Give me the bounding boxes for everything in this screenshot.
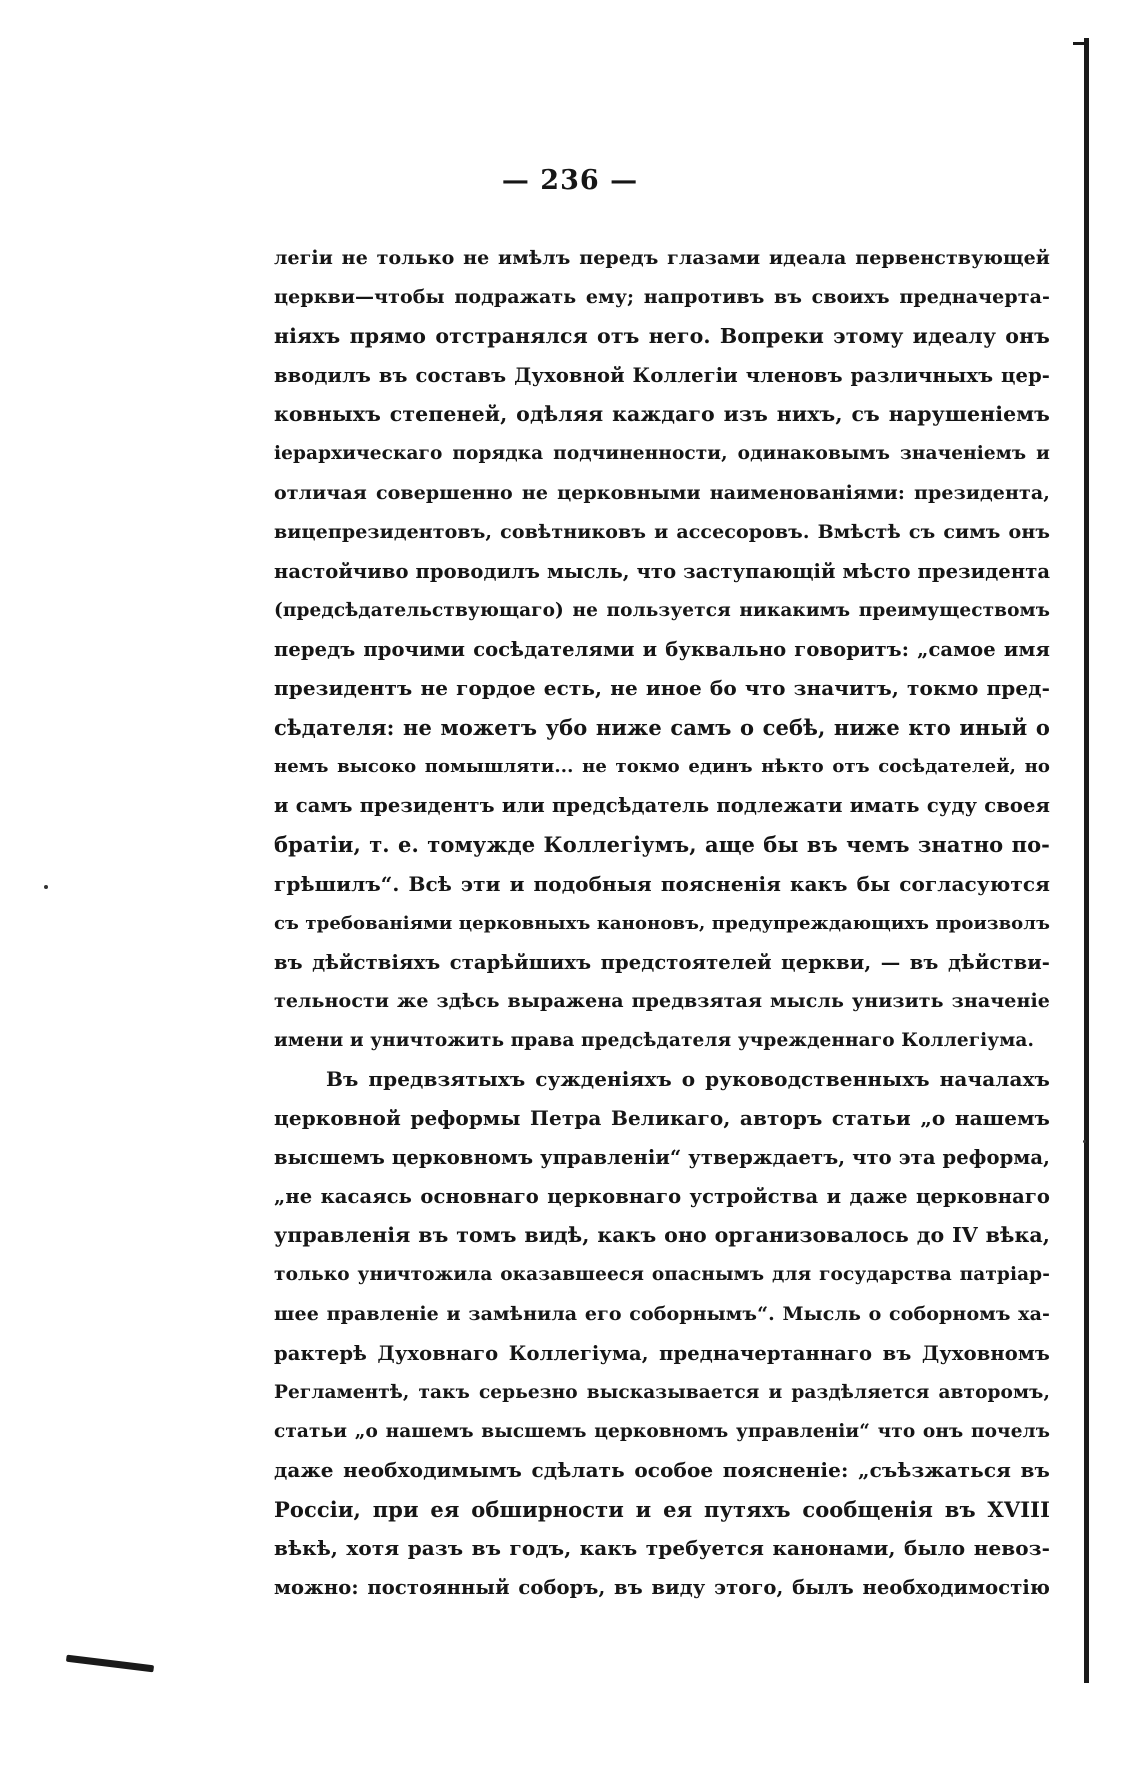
page-number: — 236 — <box>501 165 639 196</box>
text-line: управленія въ томъ видѣ, какъ оно организовалось до IV вѣка, <box>274 1223 1050 1248</box>
text-line: рактерѣ Духовнаго Коллегіума, предначертаннаго въ Духовномъ <box>274 1341 1050 1365</box>
text-line: сѣдателя: не можетъ убо ниже самъ о себѣ, ниже кто иный о <box>274 715 1050 741</box>
text-line: Регламентѣ, такъ серьезно высказывается и раздѣляется авторомъ, <box>274 1381 1050 1403</box>
text-line: (предсѣдательствующаго) не пользуется никакимъ преимуществомъ <box>274 599 1050 621</box>
text-body <box>274 239 1050 1607</box>
text-line: отличая совершенно не церковными наименованіями: президента, <box>274 481 1050 504</box>
page-edge-border <box>1084 38 1089 1683</box>
text-line: съ требованіями церковныхъ каноновъ, предупреждающихъ произволъ <box>274 912 1050 934</box>
text-line: шее правленіе и замѣнила его соборнымъ“. Мысль о соборномъ ха- <box>274 1302 1050 1325</box>
text-line: тельности же здѣсь выражена предвзятая мысль унизить значеніе <box>274 989 1050 1012</box>
text-line: братіи, т. е. томужде Коллегіумъ, аще бы въ чемъ знатно по- <box>274 832 1050 858</box>
scan-artifact-mark <box>66 1655 154 1673</box>
text-line: грѣшилъ“. Всѣ эти и подобныя поясненія какъ бы согласуются <box>274 871 1050 896</box>
paragraph-start-line: Въ предвзятыхъ сужденіяхъ о руководственныхъ началахъ <box>326 1066 1050 1091</box>
text-line: и самъ президентъ или предсѣдатель подлежати имать суду своея <box>274 794 1050 818</box>
text-line: настойчиво проводилъ мысль, что заступающій мѣсто президента <box>274 559 1051 583</box>
text-line: даже необходимымъ сдѣлать особое поясненіе: „съѣзжаться въ <box>274 1457 1050 1482</box>
text-line: церкви—чтобы подражать ему; напротивъ въ своихъ предначерта- <box>274 286 1050 309</box>
text-line: только уничтожила оказавшееся опаснымъ для государства патріар- <box>274 1264 1050 1286</box>
text-line: можно: постоянный соборъ, въ виду этого, былъ необходимостію <box>274 1576 1050 1600</box>
text-line: президентъ не гордое есть, не иное бо что значитъ, токмо пред- <box>274 676 1050 701</box>
paragraph-end-line: имени и уничтожить права предсѣдателя учрежденнаго Коллегіума. <box>274 1029 1035 1051</box>
text-line: въ дѣйствіяхъ старѣйшихъ предстоятелей церкви, — въ дѣйстви- <box>274 950 1050 974</box>
text-line: Россіи, при ея обширности и ея путяхъ сообщенія въ XVIII <box>274 1497 1050 1522</box>
text-line: ковныхъ степеней, одѣляя каждаго изъ нихъ, съ нарушеніемъ <box>274 402 1050 427</box>
text-line: легіи не только не имѣлъ передъ глазами идеала первенствующей <box>274 247 1050 269</box>
text-line: церковной реформы Петра Великаго, авторъ статьи „о нашемъ <box>274 1106 1050 1131</box>
text-line: немъ высоко помышляти... не токмо единъ нѣкто отъ сосѣдателей, но <box>274 756 1050 778</box>
text-line: вицепрезидентовъ, совѣтниковъ и ассесоровъ. Вмѣстѣ съ симъ онъ <box>274 520 1050 543</box>
text-line: статьи „о нашемъ высшемъ церковномъ управленіи“ что онъ почелъ <box>274 1420 1050 1442</box>
scan-speck <box>1083 1140 1086 1143</box>
text-line: ніяхъ прямо отстранялся отъ него. Вопреки этому идеалу онъ <box>274 324 1050 349</box>
page-edge-mark <box>1073 42 1087 45</box>
text-line: вѣкѣ, хотя разъ въ годъ, какъ требуется канонами, было невоз- <box>274 1536 1050 1561</box>
text-line: іерархическаго порядка подчиненности, одинаковымъ значеніемъ и <box>274 443 1050 465</box>
text-line: высшемъ церковномъ управленіи“ утверждаетъ, что эта реформа, <box>274 1146 1050 1170</box>
text-line: передъ прочими сосѣдателями и буквально говоритъ: „самое имя <box>274 637 1050 661</box>
text-line: „не касаясь основнаго церковнаго устройства и даже церковнаго <box>274 1185 1050 1209</box>
scan-speck <box>44 885 48 889</box>
text-line: вводилъ въ составъ Духовной Коллегіи членовъ различныхъ цер- <box>274 364 1050 388</box>
